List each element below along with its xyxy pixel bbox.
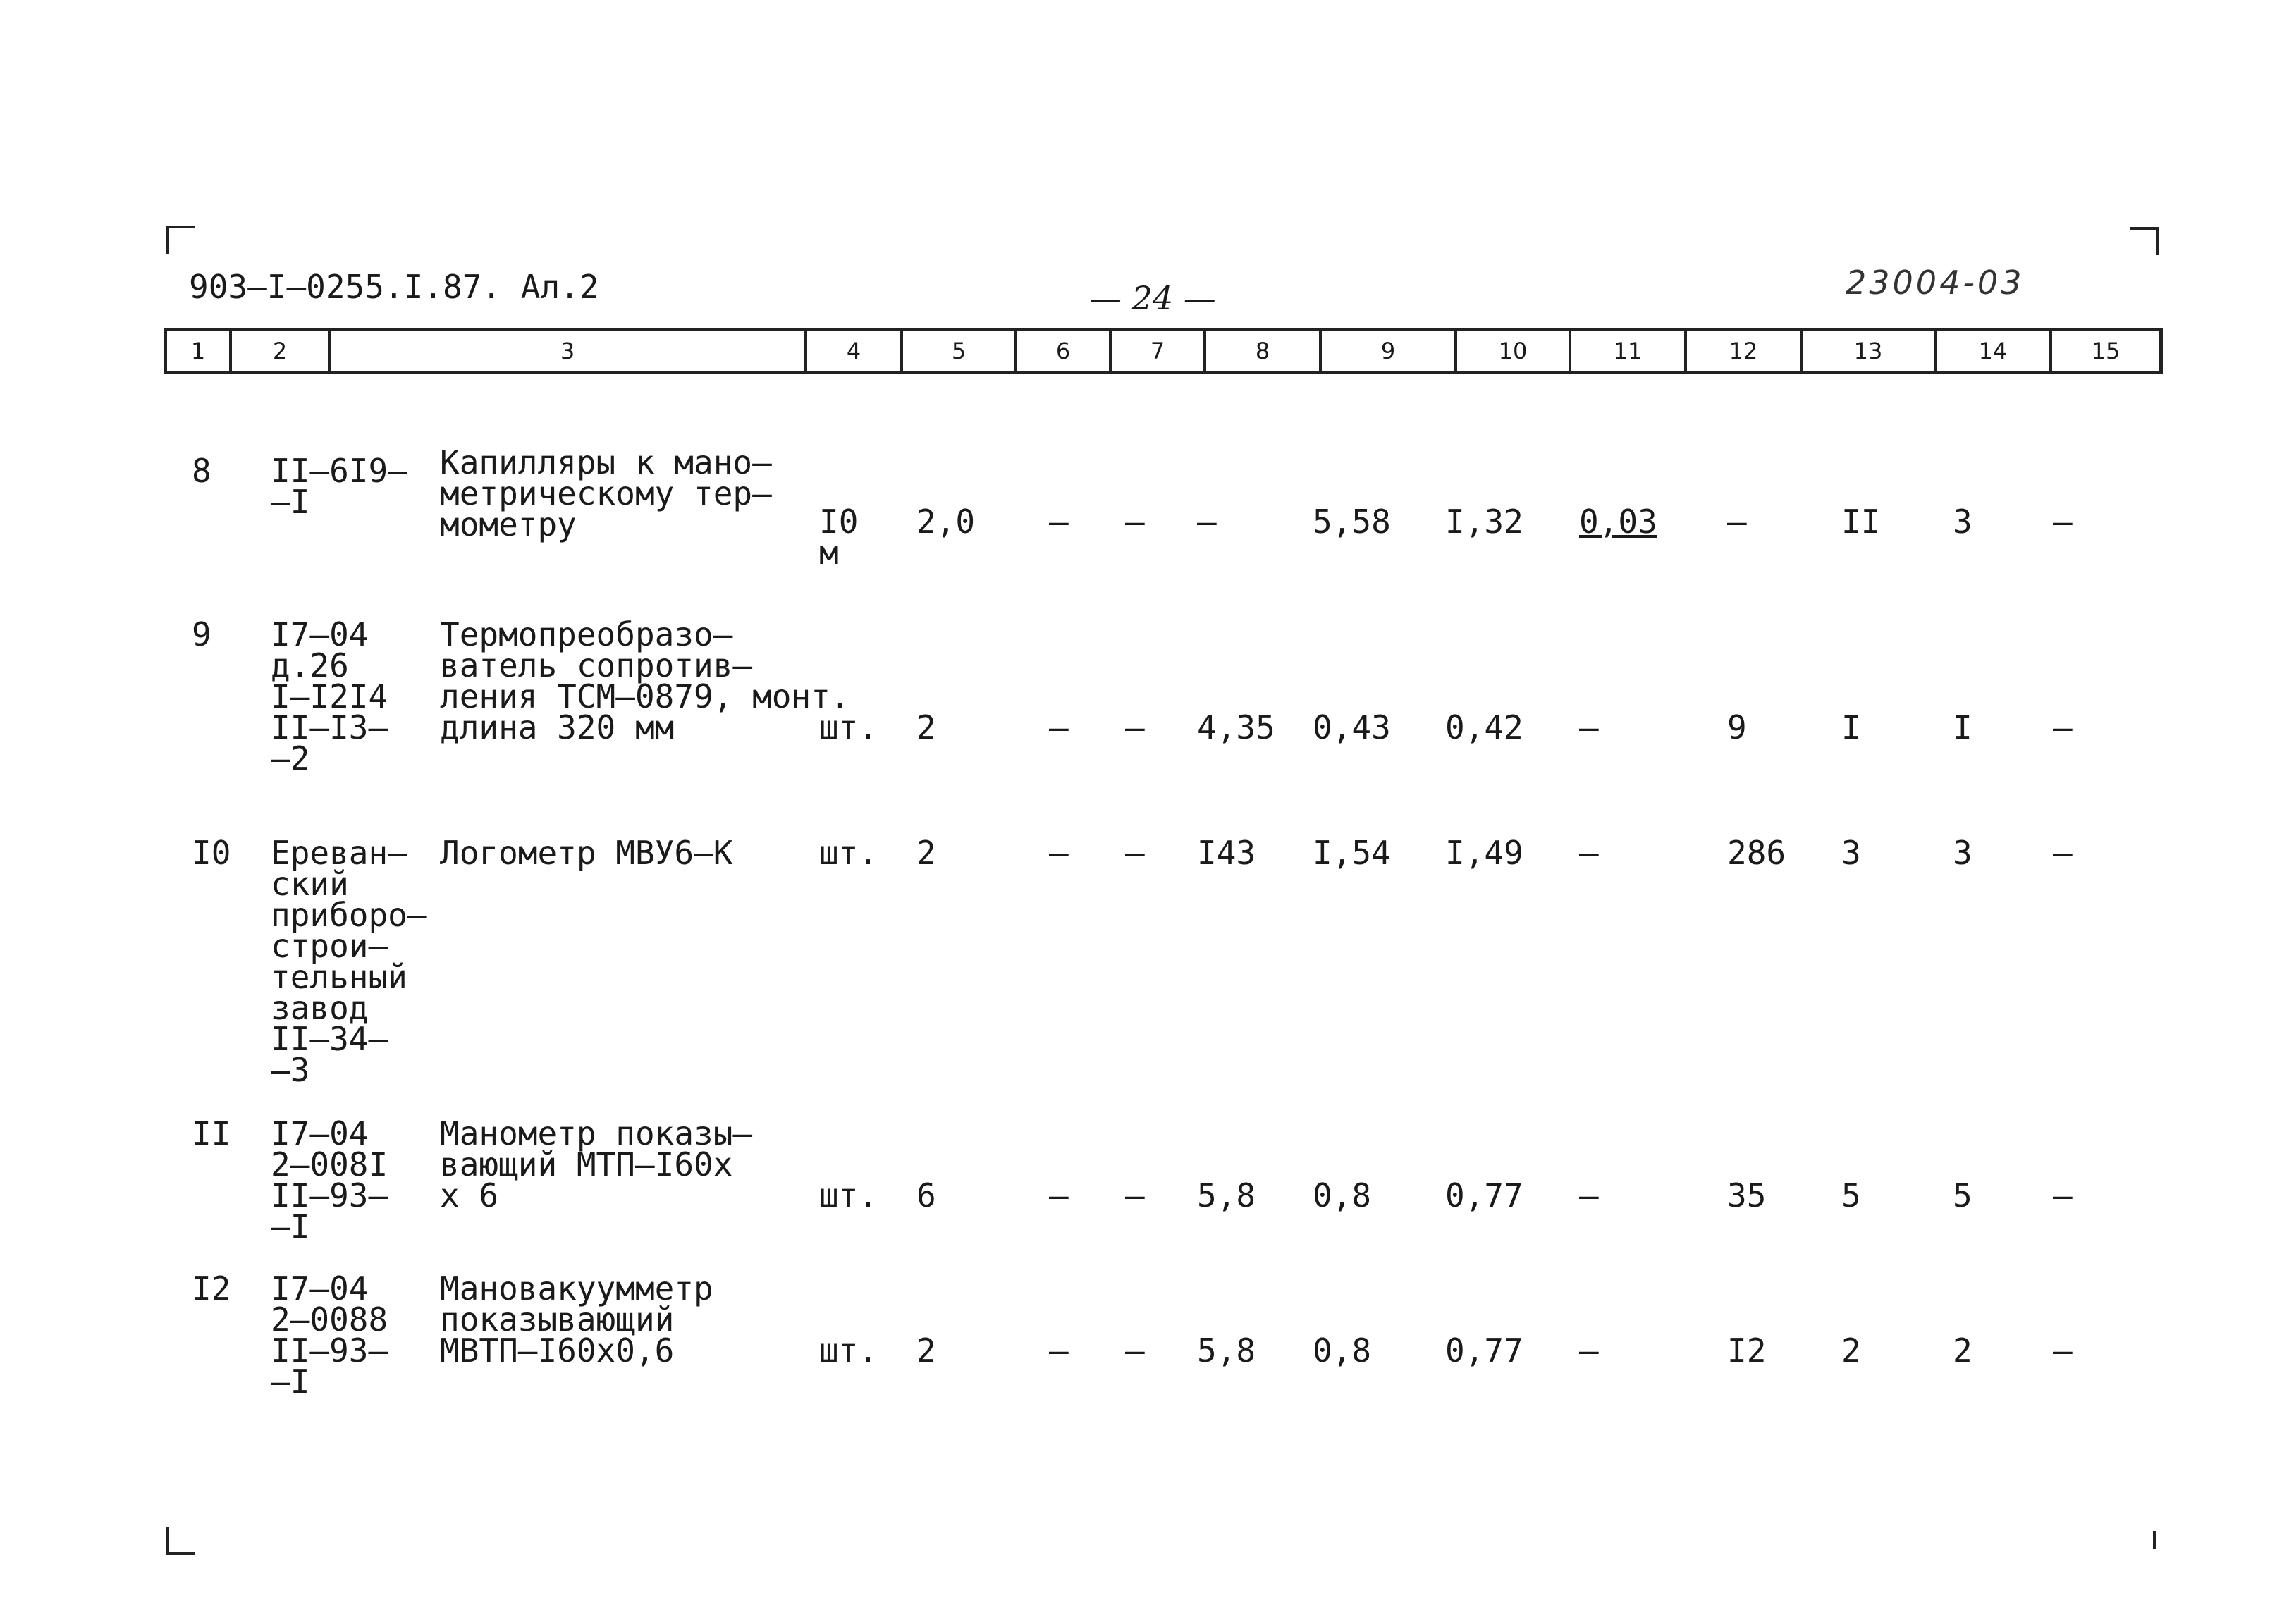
- cell-col-7: –: [1125, 1176, 1145, 1214]
- column-header-12: 12: [1687, 331, 1803, 371]
- cell-col-8: 4,35: [1197, 708, 1275, 746]
- cell-col-8: 5,8: [1197, 1331, 1256, 1370]
- cell-col-11: –: [1579, 1176, 1599, 1214]
- column-header-15: 15: [2091, 338, 2121, 364]
- column-header-11: 11: [1571, 331, 1687, 371]
- cell-col-12: 9: [1727, 708, 1747, 746]
- unit: шт.: [819, 834, 878, 872]
- column-header-row: [164, 328, 2163, 374]
- column-header-7: 7: [1112, 331, 1206, 371]
- item-name: Манометр показы– вающий МТП–I60х х 6: [440, 1114, 753, 1214]
- cell-col-6: –: [1049, 1176, 1069, 1214]
- cell-col-13: I: [1841, 708, 1861, 746]
- column-header-4: 4: [807, 331, 903, 371]
- column-header-6: 6: [1017, 331, 1112, 371]
- cell-col-9: 5,58: [1313, 503, 1391, 541]
- column-header-5: 5: [903, 331, 1017, 371]
- column-header-3: 3: [331, 331, 807, 371]
- item-name: Капилляры к мано– метрическому тер– мометру: [440, 443, 772, 543]
- item-name: Логометр МВУ6–К: [440, 834, 733, 872]
- document-code: 903–I–0255.I.87. Ал.2: [189, 268, 599, 306]
- cell-col-12: I2: [1727, 1331, 1767, 1370]
- row-number: I2: [192, 1269, 231, 1308]
- cell-col-10: I,32: [1445, 503, 1523, 541]
- cell-col-6: –: [1049, 834, 1069, 872]
- quantity: 2: [916, 1331, 936, 1370]
- quantity: 6: [916, 1176, 936, 1214]
- column-header-13: 13: [1803, 331, 1937, 371]
- unit: шт.: [819, 708, 878, 746]
- quantity: 2: [916, 834, 936, 872]
- quantity: 2: [916, 708, 936, 746]
- cell-col-10: 0,42: [1445, 708, 1523, 746]
- reference-code: I7–04 2–008I II–93– –I: [271, 1114, 388, 1245]
- cell-col-14: I: [1953, 708, 1972, 746]
- cell-col-6: –: [1049, 1331, 1069, 1370]
- page-number: — 24 —: [1089, 279, 1216, 317]
- column-header-9: 9: [1322, 331, 1457, 371]
- cell-col-9: 0,8: [1313, 1176, 1372, 1214]
- cell-col-10: 0,77: [1445, 1176, 1523, 1214]
- corner-mark-bottom-right: [2153, 1531, 2156, 1549]
- cell-col-10: 0,77: [1445, 1331, 1523, 1370]
- cell-col-14: 5: [1953, 1176, 1972, 1214]
- corner-mark-top-right: [2130, 227, 2159, 255]
- cell-col-15: –: [2053, 503, 2073, 541]
- cell-col-11: –: [1579, 708, 1599, 746]
- cell-col-12: –: [1727, 503, 1747, 541]
- cell-col-14: 2: [1953, 1331, 1972, 1370]
- cell-col-15: –: [2053, 1176, 2073, 1214]
- cell-col-13: 5: [1841, 1176, 1861, 1214]
- cell-col-14: 3: [1953, 503, 1972, 541]
- cell-col-15: –: [2053, 1331, 2073, 1370]
- cell-col-11: –: [1579, 834, 1599, 872]
- cell-col-12: 35: [1727, 1176, 1767, 1214]
- cell-col-6: –: [1049, 708, 1069, 746]
- document-number: 23004-03: [1846, 264, 2025, 302]
- cell-col-12: 286: [1727, 834, 1786, 872]
- cell-col-9: 0,8: [1313, 1331, 1372, 1370]
- cell-col-6: –: [1049, 503, 1069, 541]
- corner-mark-bottom-left: [166, 1527, 195, 1555]
- item-name: Мановакуумметр показывающий МВТП–I60х0,6: [440, 1269, 713, 1370]
- column-header-10: 10: [1457, 331, 1571, 371]
- corner-mark-top-left: [166, 226, 195, 254]
- column-header-8: 8: [1206, 331, 1322, 371]
- column-header-14: 14: [1937, 331, 2052, 371]
- unit: шт.: [819, 1331, 878, 1370]
- cell-col-13: II: [1841, 503, 1881, 541]
- cell-col-9: 0,43: [1313, 708, 1391, 746]
- row-number: I0: [192, 834, 231, 872]
- row-number: 8: [192, 452, 211, 490]
- reference-code: Ереван– ский приборо– строи– тельный завод II–34– –3: [271, 834, 427, 1089]
- cell-col-11: 0,03: [1579, 503, 1657, 541]
- cell-col-15: –: [2053, 834, 2073, 872]
- cell-col-13: 2: [1841, 1331, 1861, 1370]
- cell-col-8: –: [1197, 503, 1217, 541]
- cell-col-14: 3: [1953, 834, 1972, 872]
- cell-col-7: –: [1125, 1331, 1145, 1370]
- cell-col-10: I,49: [1445, 834, 1523, 872]
- row-number: II: [192, 1114, 231, 1152]
- unit: I0 м: [819, 503, 859, 572]
- cell-col-7: –: [1125, 834, 1145, 872]
- reference-code: II–6I9– –I: [271, 452, 407, 521]
- column-header-1: 1: [167, 331, 232, 371]
- cell-col-7: –: [1125, 708, 1145, 746]
- quantity: 2,0: [916, 503, 976, 541]
- cell-col-7: –: [1125, 503, 1145, 541]
- cell-col-13: 3: [1841, 834, 1861, 872]
- cell-col-8: 5,8: [1197, 1176, 1256, 1214]
- reference-code: I7–04 д.26 I–I2I4 II–I3– –2: [271, 615, 388, 777]
- row-number: 9: [192, 615, 211, 653]
- reference-code: I7–04 2–0088 II–93– –I: [271, 1269, 388, 1401]
- item-name: Термопреобразо– ватель сопротив– ления ТСМ–0879, монт. длина 320 мм: [440, 615, 850, 746]
- cell-col-9: I,54: [1313, 834, 1391, 872]
- cell-col-11: –: [1579, 1331, 1599, 1370]
- cell-col-15: –: [2053, 708, 2073, 746]
- unit: шт.: [819, 1176, 878, 1214]
- cell-col-8: I43: [1197, 834, 1256, 872]
- column-header-2: 2: [232, 331, 331, 371]
